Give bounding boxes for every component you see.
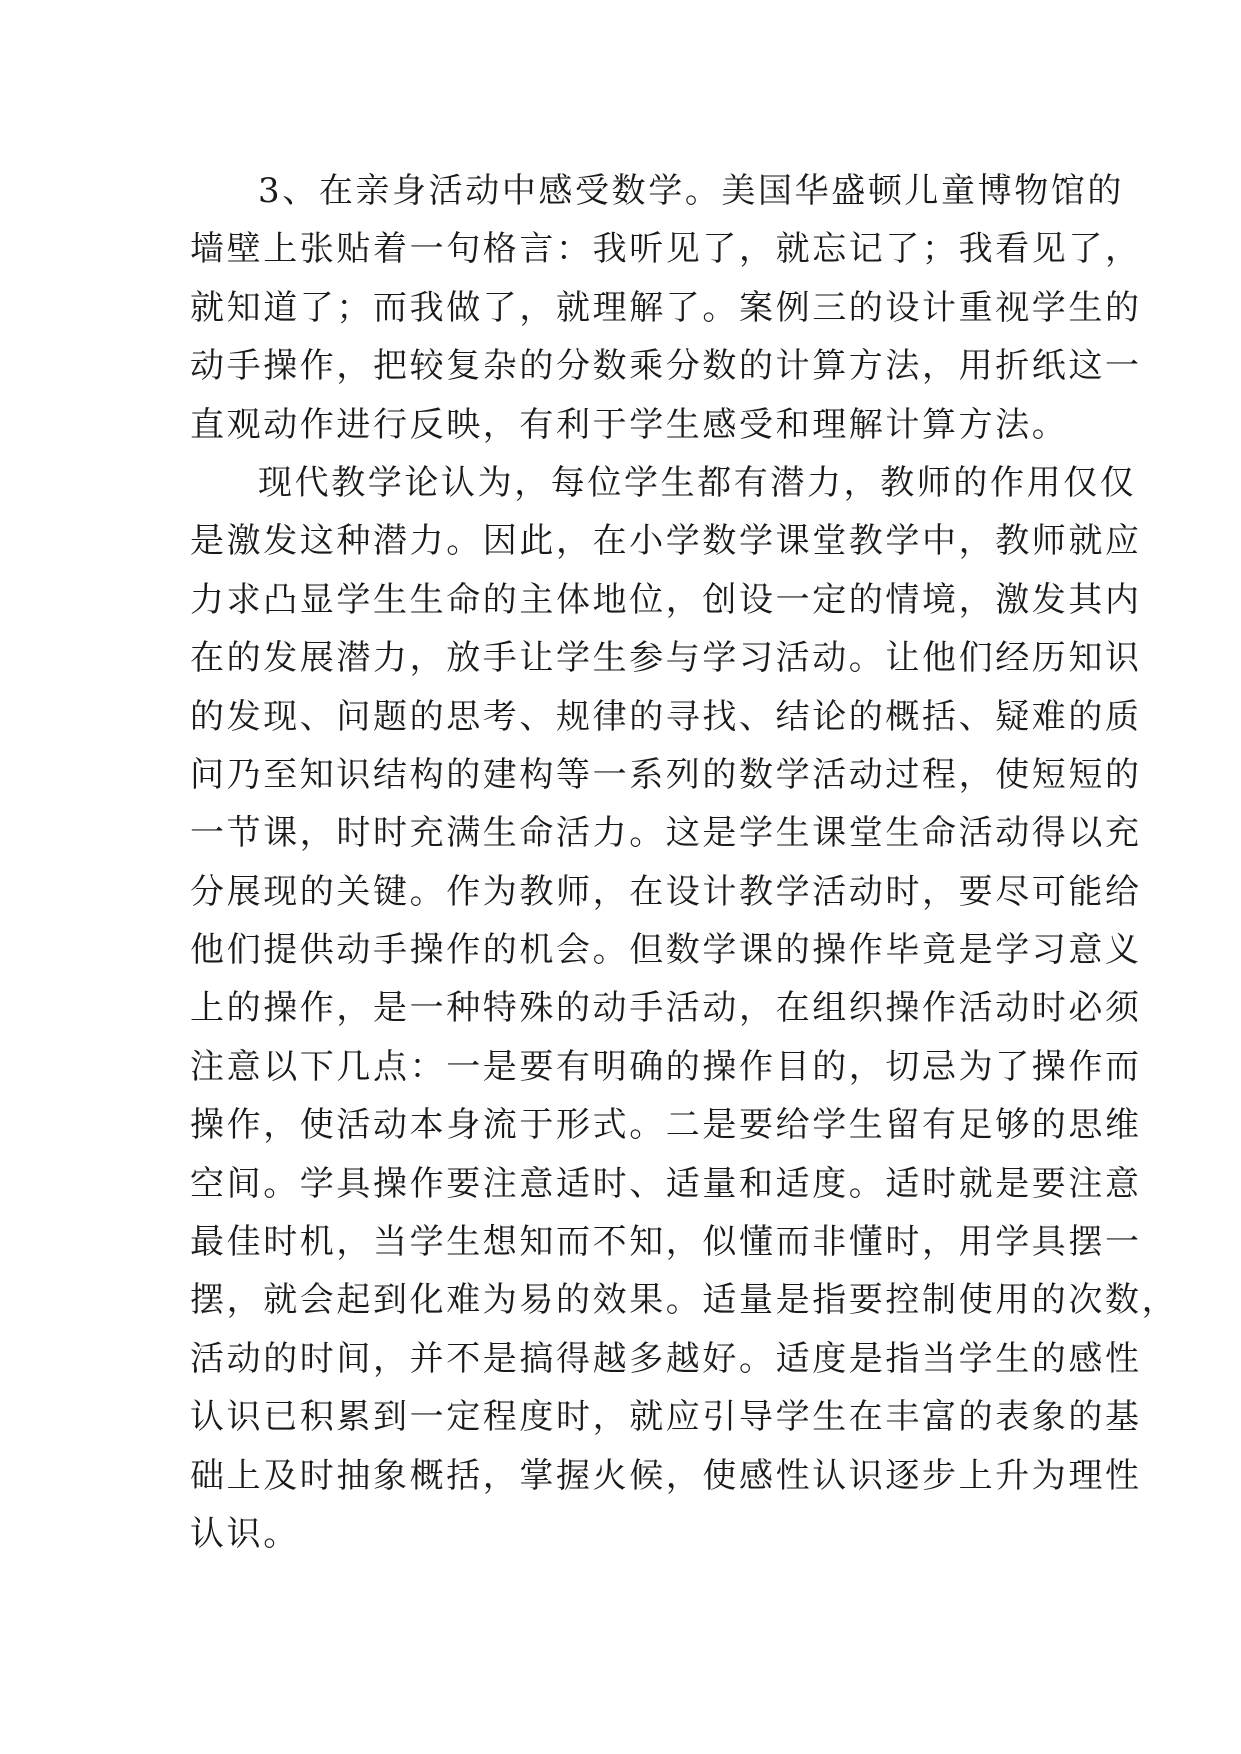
text-line: 3、在亲身活动中感受数学。美国华盛顿儿童博物馆的	[258, 171, 1125, 211]
text-line: 在的发展潜力，放手让学生参与学习活动。让他们经历知识	[190, 638, 1142, 679]
text-line: 动手操作，把较复杂的分数乘分数的计算方法，用折纸这一	[190, 346, 1142, 387]
text-line: 问乃至知识结构的建构等一系列的数学活动过程，使短短的	[190, 754, 1142, 795]
text-line: 活动的时间，并不是搞得越多越好。适度是指当学生的感性	[190, 1338, 1142, 1379]
text-line: 一节课，时时充满生命活力。这是学生课堂生命活动得以充	[190, 813, 1142, 854]
paragraph-1	[190, 162, 1142, 454]
text-line: 墙壁上张贴着一句格言：我听见了，就忘记了；我看见了，	[190, 229, 1142, 270]
text-line: 直观动作进行反映，有利于学生感受和理解计算方法。	[190, 404, 1069, 445]
text-line: 础上及时抽象概括，掌握火候，使感性认识逐步上升为理性	[190, 1455, 1142, 1496]
text-line: 认识。	[190, 1513, 300, 1554]
text-line: 的发现、问题的思考、规律的寻找、结论的概括、疑难的质	[190, 696, 1142, 737]
text-line: 上的操作，是一种特殊的动手活动，在组织操作活动时必须	[190, 988, 1142, 1029]
text-line: 摆，就会起到化难为易的效果。适量是指要控制使用的次数，	[190, 1280, 1179, 1321]
paragraph-2	[190, 454, 1179, 1563]
text-line: 最佳时机，当学生想知而不知，似懂而非懂时，用学具摆一	[190, 1222, 1142, 1263]
text-line: 分展现的关键。作为教师，在设计教学活动时，要尽可能给	[190, 871, 1142, 912]
text-line: 他们提供动手操作的机会。但数学课的操作毕竟是学习意义	[190, 930, 1142, 971]
text-line: 注意以下几点：一是要有明确的操作目的，切忌为了操作而	[190, 1046, 1142, 1087]
text-line: 空间。学具操作要注意适时、适量和适度。适时就是要注意	[190, 1163, 1142, 1204]
text-line: 认识已积累到一定程度时，就应引导学生在丰富的表象的基	[190, 1397, 1142, 1438]
text-line: 力求凸显学生生命的主体地位，创设一定的情境，激发其内	[190, 579, 1142, 620]
text-line: 就知道了；而我做了，就理解了。案例三的设计重视学生的	[190, 287, 1142, 328]
text-line: 操作，使活动本身流于形式。二是要给学生留有足够的思维	[190, 1105, 1142, 1146]
text-line: 现代教学论认为，每位学生都有潜力，教师的作用仅仅	[258, 462, 1137, 503]
body-text	[190, 162, 1179, 1563]
text-line: 是激发这种潜力。因此，在小学数学课堂教学中，教师就应	[190, 521, 1142, 562]
